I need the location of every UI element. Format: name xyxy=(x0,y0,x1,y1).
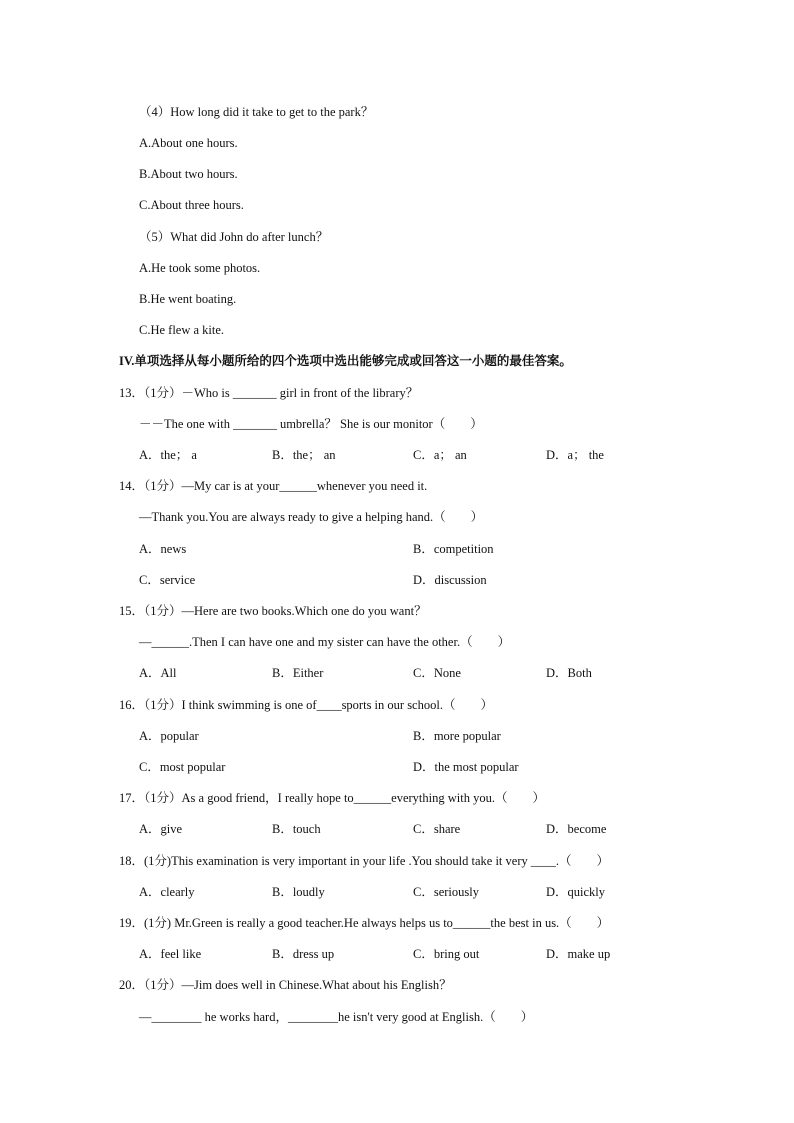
question-15-option-a: A．All xyxy=(139,666,177,680)
question-14-option-c: C．service xyxy=(139,573,196,587)
question-18-line1: 18．(1分)This examination is very important in your life .You should take it very ____.（ ） xyxy=(119,854,609,868)
question-14-option-d: D．discussion xyxy=(413,573,487,587)
question-14-line2: —Thank you.You are always ready to give a helping hand.（ ） xyxy=(139,510,484,524)
question-19-option-c: C．bring out xyxy=(413,947,480,961)
question-17-option-b: B．touch xyxy=(272,822,321,836)
question-17-option-d: D．become xyxy=(546,822,607,836)
question-18-option-c: C．seriously xyxy=(413,885,479,899)
question-18-option-a: A．clearly xyxy=(139,885,195,899)
question-13-line1: 13．（1分）－Who is _______ girl in front of the library？ xyxy=(119,386,419,400)
question-5-option-a: A.He took some photos. xyxy=(139,261,261,275)
question-14-option-a: A．news xyxy=(139,542,187,556)
question-19-option-a: A．feel like xyxy=(139,947,202,961)
question-16-option-d: D．the most popular xyxy=(413,760,519,774)
section-4-heading: IV.单项选择从每小题所给的四个选项中选出能够完成或回答这一小题的最佳答案。 xyxy=(119,354,572,368)
question-17-option-c: C．share xyxy=(413,822,461,836)
question-16-option-a: A．popular xyxy=(139,729,199,743)
question-15-option-d: D．Both xyxy=(546,666,592,680)
question-14-line1: 14．（1分）—My car is at your______whenever you need it. xyxy=(119,479,428,493)
question-13-option-b: B．the； an xyxy=(272,448,336,462)
question-18-option-d: D．quickly xyxy=(546,885,606,899)
question-13-line2: －－The one with _______ umbrella？ She is our monitor（ ） xyxy=(139,417,483,431)
question-4-text: （4）How long did it take to get to the park？ xyxy=(139,105,374,119)
question-15-option-c: C．None xyxy=(413,666,461,680)
question-4-option-a: A.About one hours. xyxy=(139,136,238,150)
question-16-option-c: C．most popular xyxy=(139,760,226,774)
question-5-text: （5）What did John do after lunch？ xyxy=(139,230,329,244)
question-5-option-c: C.He flew a kite. xyxy=(139,323,225,337)
question-4-option-c: C.About three hours. xyxy=(139,198,244,212)
question-15-option-b: B．Either xyxy=(272,666,324,680)
question-20-line1: 20．（1分）—Jim does well in Chinese.What about his English？ xyxy=(119,978,452,992)
question-4-option-b: B.About two hours. xyxy=(139,167,238,181)
question-16-line1: 16．（1分）I think swimming is one of____sports in our school.（ ） xyxy=(119,698,493,712)
question-17-line1: 17．（1分）As a good friend，I really hope to______everything with you.（ ） xyxy=(119,791,545,805)
question-13-option-c: C．a； an xyxy=(413,448,467,462)
question-17-option-a: A．give xyxy=(139,822,183,836)
question-19-option-b: B．dress up xyxy=(272,947,335,961)
question-13-option-d: D．a； the xyxy=(546,448,604,462)
question-19-line1: 19．(1分) Mr.Green is really a good teacher.He always helps us to______the best in us.（ ） xyxy=(119,916,610,930)
question-13-option-a: A．the； a xyxy=(139,448,197,462)
question-20-line2: —________ he works hard，________he isn't very good at English.（ ） xyxy=(139,1010,534,1024)
question-14-option-b: B．competition xyxy=(413,542,494,556)
question-16-option-b: B．more popular xyxy=(413,729,501,743)
question-18-option-b: B．loudly xyxy=(272,885,325,899)
question-5-option-b: B.He went boating. xyxy=(139,292,237,306)
question-15-line1: 15．（1分）—Here are two books.Which one do you want？ xyxy=(119,604,427,618)
question-15-line2: —______.Then I can have one and my sister can have the other.（ ） xyxy=(139,635,511,649)
question-19-option-d: D．make up xyxy=(546,947,611,961)
